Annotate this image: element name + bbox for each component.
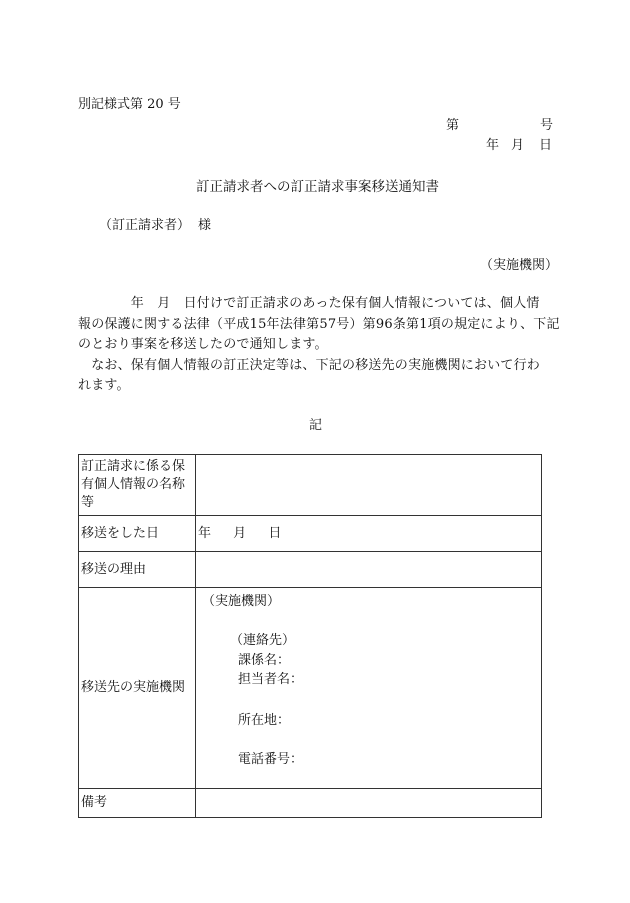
destination-phone: 電話番号： (238, 752, 304, 767)
table-row (79, 588, 542, 789)
transfer-date-value (196, 516, 542, 552)
date-day: 日 (539, 138, 553, 153)
destination-section: 課係名： (238, 653, 291, 668)
transfer-reason-label: 移送の理由 (79, 552, 196, 588)
table-row (79, 789, 542, 818)
destination-person: 担当者名： (238, 672, 304, 687)
body-line: 年 月 日付けで訂正請求のあった保有個人情報については、個人情 (78, 296, 540, 311)
form-number: 別記様式第 20 号 (78, 97, 181, 112)
ki-heading: 記 (309, 418, 323, 433)
destination-agency-value (196, 588, 542, 789)
transfer-date-label: 移送をした日 (79, 516, 196, 552)
body-line: のとおり事案を移送したので通知します。 (78, 337, 328, 352)
document-number-prefix: 第 (446, 118, 460, 133)
date-month: 月 (511, 138, 525, 153)
addressee-honorific: 様 (198, 218, 212, 233)
info-name-value (196, 455, 542, 516)
transfer-date-year: 年 (198, 525, 212, 541)
table-row (79, 552, 542, 588)
label-line: 等 (81, 495, 95, 510)
body-line: れます。 (78, 378, 130, 393)
transfer-info-table (78, 454, 542, 818)
transfer-date-day: 日 (268, 525, 282, 541)
body-line: 報の保護に関する法律（平成15年法律第57号）第96条第1項の規定により、下記 (78, 316, 560, 332)
destination-address: 所在地： (238, 713, 291, 728)
body-line: なお、保有個人情報の訂正決定等は、下記の移送先の実施機関において行わ (78, 357, 541, 373)
addressee-label: （訂正請求者） (99, 218, 191, 233)
label-line: 有個人情報の名称 (81, 477, 186, 492)
table-row (79, 455, 542, 516)
document-number-suffix: 号 (540, 118, 554, 133)
label-line: 訂正請求に係る保 (81, 459, 186, 474)
transfer-reason-value (196, 552, 542, 588)
transfer-date-month: 月 (233, 525, 247, 541)
destination-contact: （連絡先） (230, 633, 296, 648)
table-row (79, 516, 542, 552)
destination-agency-label: 移送先の実施機関 (79, 588, 196, 789)
date-year: 年 (486, 138, 500, 153)
body-text (78, 294, 560, 397)
destination-agency: （実施機関） (202, 594, 281, 609)
remarks-value (196, 789, 542, 818)
remarks-label: 備考 (79, 789, 196, 818)
sender-agency: （実施機関） (480, 258, 559, 273)
document-title: 訂正請求者への訂正請求事案移送通知書 (196, 179, 439, 195)
info-name-label (79, 455, 196, 516)
